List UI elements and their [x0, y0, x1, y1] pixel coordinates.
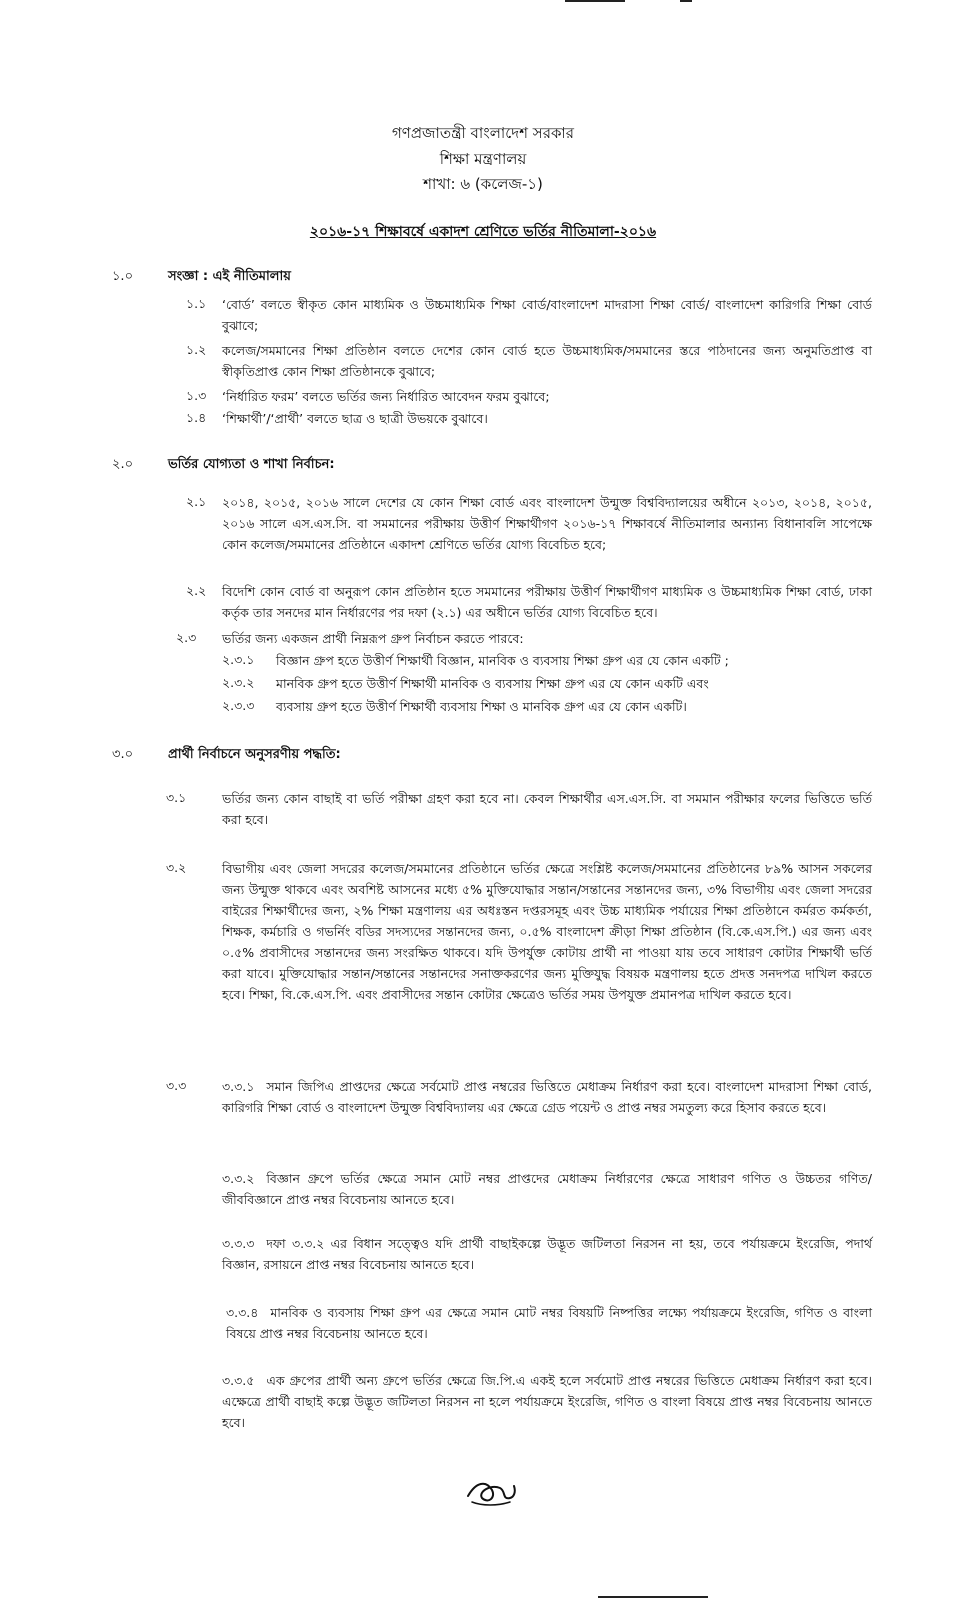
section-3-heading: প্রার্থী নির্বাচনে অনুসরণীয় পদ্ধতি:: [168, 747, 341, 762]
clause-3-3-3-text: [222, 1233, 872, 1275]
clause-1-4-number: ১.৪: [186, 410, 207, 425]
branch-heading: শাখা: ৬ (কলেজ-১): [423, 175, 543, 193]
clause-1-2-number: ১.২: [186, 342, 207, 357]
clause-3-3-4-number: ৩.৩.৪: [226, 1305, 259, 1320]
clause-3-2-text: বিভাগীয় এবং জেলা সদরের কলেজ/সমমানের প্রতিষ্ঠানে ভর্তির ক্ষেত্রে সংশ্লিষ্ট কলেজ/সমমানের প্রতিষ্ঠানের ৮৯% আসন সকলের জন্য উন্মুক্ত থাকবে এবং অবশিষ্ট আসনের মধ্যে ৫% মুক্তিযোদ্ধার সন্তান/সন্তানের সন্তানদের জন্য, ৩% বিভাগীয় এবং জেলা সদরের বাইরের শিক্ষার্থীদের জন্য, ২% শিক্ষা মন্ত্রণালয় এর অধঃস্তন দপ্তরসমূহ এবং উচ্চ মাধ্যমিক পর্যায়ের শিক্ষা প্রতিষ্ঠানে কর্মরত কর্মকর্তা, শিক্ষক, কর্মচারি ও গভর্নিং বডির সদস্যদের সন্তানদের জন্য, ০.৫% বাংলাদেশ ক্রীড়া শিক্ষা প্রতিষ্ঠান (বি.কে.এস.পি.) এর জন্য এবং ০.৫% প্রবাসীদের সন্তানদের জন্য সংরক্ষিত থাকবে। যদি উপর্যুক্ত কোটায় প্রার্থী না পাওয়া যায় তবে সাধারণ কোটার শিক্ষার্থী ভর্তি করা যাবে। মুক্তিযোদ্ধার সন্তান/সন্তানের সন্তানদের সনাক্তকরণের জন্য মুক্তিযুদ্ধ বিষয়ক মন্ত্রণালয় হতে প্রদত্ত সনদপত্র দাখিল করতে হবে। শিক্ষা, বি.কে.এস.পি. এবং প্রবাসীদের সন্তান কোটার ক্ষেত্রেও ভর্তির সময় উপযুক্ত প্রমানপত্র দাখিল করতে হবে।: [222, 861, 872, 1002]
scan-mark-top: [565, 0, 625, 2]
clause-1-4-text: ‘শিক্ষার্থী’/‘প্রার্থী’ বলতে ছাত্র ও ছাত্রী উভয়কে বুঝাবে।: [222, 411, 488, 426]
clause-3-3-5-body: এক গ্রুপের প্রার্থী অন্য গ্রুপে ভর্তির ক্ষেত্রে জি.পি.এ একই হলে সর্বমোট প্রাপ্ত নম্বরের ভিত্তিতে মেধাক্রম নির্ধারণ করা হবে। এক্ষেত্রে প্রার্থী বাছাই কল্পে উদ্ভূত জটিলতা নিরসন না হলে পর্যায়ক্রমে ইংরেজি, গণিত ও বাংলা বিষয়ে প্রাপ্ত নম্বর বিবেচনায় আনতে হবে।: [222, 1373, 872, 1430]
clause-2-3-text: ভর্তির জন্য একজন প্রার্থী নিম্নরূপ গ্রুপ নির্বাচন করতে পারবে:: [222, 631, 524, 646]
section-2-number: ২.০: [112, 457, 134, 472]
clause-3-3-2-body: বিজ্ঞান গ্রুপে ভর্তির ক্ষেত্রে সমান মোট নম্বর প্রাপ্তদের মেধাক্রম নির্ধারণের ক্ষেত্রে সাধারণ গণিত ও উচ্চতর গণিত/জীববিজ্ঞানে প্রাপ্ত নম্বর বিবেচনায় আনতে হবে।: [222, 1171, 872, 1207]
clause-3-3-3-body: দফা ৩.৩.২ এর বিধান সত্ত্বেও যদি প্রার্থী বাছাইকল্পে উদ্ভূত জটিলতা নিরসন না হয়, তবে পর্যায়ক্রমে ইংরেজি, পদার্থ বিজ্ঞান, রসায়নে প্রাপ্ত নম্বর বিবেচনায় আনতে হবে।: [222, 1236, 872, 1272]
section-3-number: ৩.০: [112, 747, 134, 762]
clause-1-3-number: ১.৩: [186, 388, 207, 403]
clause-2-3-3-number: ২.৩.৩: [222, 698, 255, 713]
ministry-heading: শিক্ষা মন্ত্রণালয়: [439, 150, 527, 168]
clause-3-2-number: ৩.২: [166, 860, 187, 875]
clause-2-2-number: ২.২: [186, 583, 207, 598]
clause-3-3-2-number: ৩.৩.২: [222, 1171, 255, 1186]
clause-3-3-5-text: [222, 1370, 872, 1433]
clause-1-1-number: ১.১: [186, 296, 207, 311]
scan-mark-bottom: [598, 1596, 708, 1598]
clause-3-3-4-text: [226, 1302, 872, 1344]
clause-3-3-number: ৩.৩: [166, 1078, 187, 1093]
clause-2-3-1-text: বিজ্ঞান গ্রুপ হতে উত্তীর্ণ শিক্ষার্থী বিজ্ঞান, মানবিক ও ব্যবসায় শিক্ষা গ্রুপ এর যে কোন একটি ;: [276, 653, 729, 668]
clause-1-2-text: কলেজ/সমমানের শিক্ষা প্রতিষ্ঠান বলতে দেশের কোন বোর্ড হতে উচ্চমাধ্যমিক/সমমানের স্তরে পাঠদানের জন্য অনুমতিপ্রাপ্ত বা স্বীকৃতিপ্রাপ্ত কোন শিক্ষা প্রতিষ্ঠানকে বুঝাবে;: [222, 343, 872, 379]
section-1-number: ১.০: [112, 269, 134, 284]
document-title: ২০১৬-১৭ শিক্ষাবর্ষে একাদশ শ্রেণিতে ভর্তির নীতিমালা-২০১৬: [309, 224, 657, 240]
handwritten-page-mark: [462, 1472, 522, 1510]
clause-3-1-number: ৩.১: [166, 790, 187, 805]
clause-2-1-number: ২.১: [186, 494, 207, 509]
clause-3-1-text: ভর্তির জন্য কোন বাছাই বা ভর্তি পরীক্ষা গ্রহণ করা হবে না। কেবল শিক্ষার্থীর এস.এস.সি. বা সমমান পরীক্ষার ফলের ভিত্তিতে ভর্তি করা হবে।: [222, 791, 872, 827]
govt-heading: গণপ্রজাতন্ত্রী বাংলাদেশ সরকার: [391, 124, 575, 142]
clause-3-3-1-body: সমান জিপিএ প্রাপ্তদের ক্ষেত্রে সর্বমোট প্রাপ্ত নম্বরের ভিত্তিতে মেধাক্রম নির্ধারণ করা হবে। বাংলাদেশ মাদরাসা শিক্ষা বোর্ড, কারিগরি শিক্ষা বোর্ড ও বাংলাদেশ উন্মুক্ত বিশ্ববিদ্যালয় এর ক্ষেত্রে গ্রেড পয়েন্ট ও প্রাপ্ত নম্বর সমতুল্য করে হিসাব করতে হবে।: [222, 1079, 872, 1115]
clause-3-3-1-number: ৩.৩.১: [222, 1079, 255, 1094]
clause-3-3-5-number: ৩.৩.৫: [222, 1373, 255, 1388]
clause-2-2-text: বিদেশি কোন বোর্ড বা অনুরূপ কোন প্রতিষ্ঠান হতে সমমানের পরীক্ষায় উত্তীর্ণ শিক্ষার্থীগণ মাধ্যমিক ও উচ্চমাধ্যমিক শিক্ষা বোর্ড, ঢাকা কর্তৃক তার সনদের মান নির্ধারণের পর দফা (২.১) এর অধীনে ভর্তির যোগ্য বিবেচিত হবে।: [222, 584, 872, 620]
clause-3-3-4-body: মানবিক ও ব্যবসায় শিক্ষা গ্রুপ এর ক্ষেত্রে সমান মোট নম্বর বিষয়টি নিষ্পত্তির লক্ষ্যে পর্যায়ক্রমে ইংরেজি, গণিত ও বাংলা বিষয়ে প্রাপ্ত নম্বর বিবেচনায় আনতে হবে।: [226, 1305, 872, 1341]
section-2-heading: ভর্তির যোগ্যতা ও শাখা নির্বাচন:: [168, 457, 335, 472]
clause-1-3-text: ‘নির্ধারিত ফরম’ বলতে ভর্তির জন্য নির্ধারিত আবেদন ফরম বুঝাবে;: [222, 389, 550, 404]
clause-2-3-2-text: মানবিক গ্রুপ হতে উত্তীর্ণ শিক্ষার্থী মানবিক ও ব্যবসায় শিক্ষা গ্রুপ এর যে কোন একটি এবং: [276, 676, 709, 691]
clause-3-3-3-number: ৩.৩.৩: [222, 1236, 255, 1251]
clause-2-3-number: ২.৩: [176, 630, 197, 645]
scan-mark-top-2: [680, 0, 692, 2]
section-1-heading: সংজ্ঞা : এই নীতিমালায়: [168, 269, 291, 284]
clause-2-3-2-number: ২.৩.২: [222, 675, 255, 690]
clause-2-3-1-number: ২.৩.১: [222, 652, 255, 667]
clause-1-1-text: ‘বোর্ড’ বলতে স্বীকৃত কোন মাধ্যমিক ও উচ্চমাধ্যমিক শিক্ষা বোর্ড/বাংলাদেশ মাদরাসা শিক্ষা বোর্ড/ বাংলাদেশ কারিগরি শিক্ষা বোর্ড বুঝাবে;: [222, 297, 872, 333]
clause-2-3-3-text: ব্যবসায় গ্রুপ হতে উত্তীর্ণ শিক্ষার্থী ব্যবসায় শিক্ষা ও মানবিক গ্রুপ এর যে কোন একটি।: [276, 699, 687, 714]
clause-3-3-2-text: [222, 1168, 872, 1210]
clause-3-3-1-text: [222, 1076, 872, 1118]
clause-2-1-text: ২০১৪, ২০১৫, ২০১৬ সালে দেশের যে কোন শিক্ষা বোর্ড এবং বাংলাদেশ উন্মুক্ত বিশ্ববিদ্যালয়ের অধীনে ২০১৩, ২০১৪, ২০১৫, ২০১৬ সালে এস.এস.সি. বা সমমানের পরীক্ষায় উত্তীর্ণ শিক্ষার্থীগণ ২০১৬-১৭ শিক্ষাবর্ষে নীতিমালার অন্যান্য বিধানাবলি সাপেক্ষে কোন কলেজ/সমমানের প্রতিষ্ঠানে একাদশ শ্রেণিতে ভর্তির যোগ্য বিবেচিত হবে;: [222, 495, 872, 552]
